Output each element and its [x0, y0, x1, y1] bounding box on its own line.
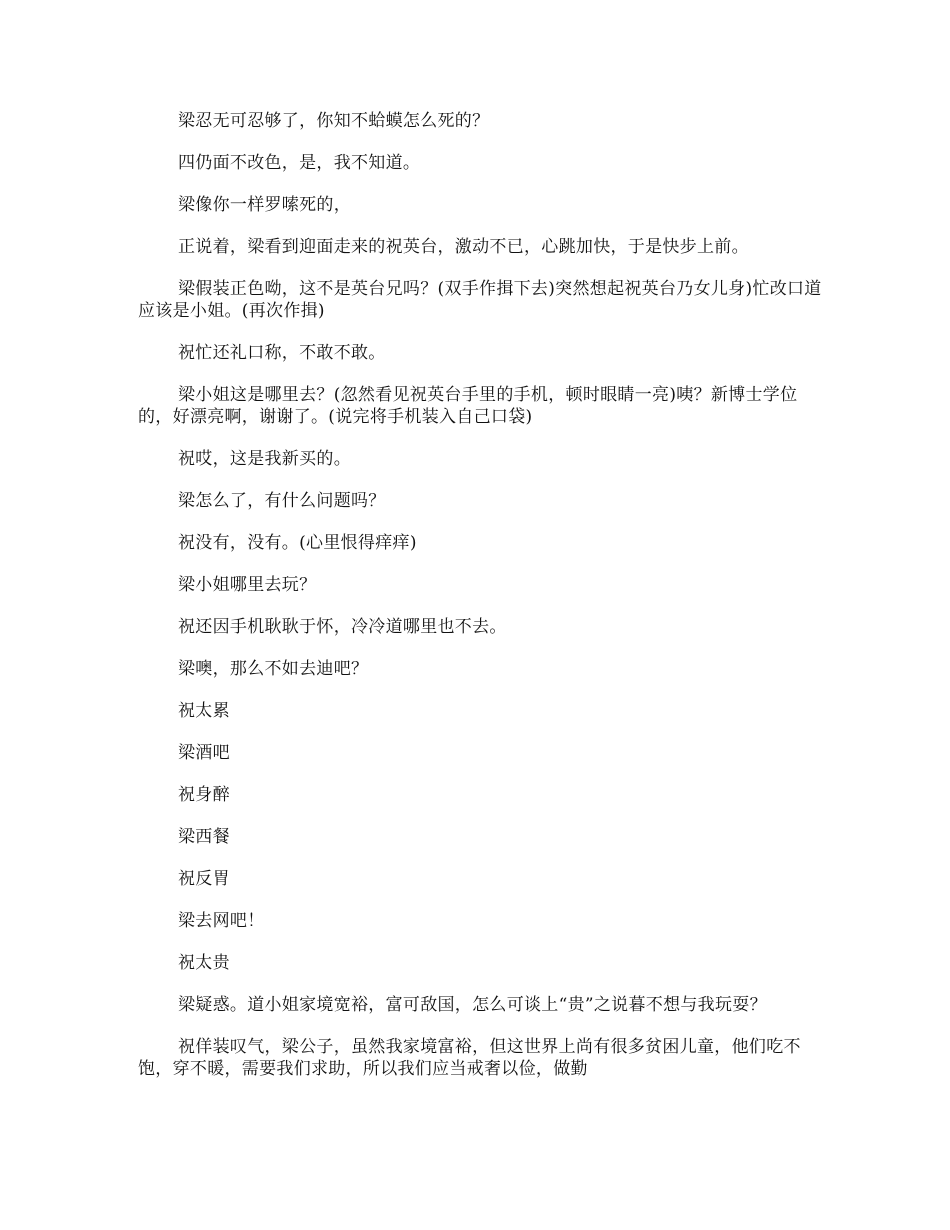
paragraph-15: 梁酒吧: [178, 743, 230, 763]
paragraph-18: 祝反胃: [178, 869, 230, 889]
paragraph-2: 四仍面不改色，是，我不知道。: [178, 153, 421, 173]
paragraph-6: 祝忙还礼口称，不敢不敢。: [178, 343, 386, 363]
paragraph-21: 梁疑惑。道小姐家境宽裕，富可敌国，怎么可谈上“贵”之说暮不想与我玩耍？: [178, 995, 767, 1015]
paragraph-9: 梁怎么了，有什么问题吗？: [178, 491, 386, 511]
paragraph-3: 梁像你一样罗嗦死的，: [178, 195, 351, 215]
paragraph-12: 祝还因手机耿耿于怀，冷冷道哪里也不去。: [178, 617, 507, 637]
paragraph-14: 祝太累: [178, 701, 230, 721]
paragraph-17: 梁西餐: [178, 827, 230, 847]
paragraph-11: 梁小姐哪里去玩？: [178, 575, 317, 595]
document-page: [138, 110, 828, 1080]
paragraph-8: 祝哎，这是我新买的。: [178, 449, 351, 469]
paragraph-4: 正说着，梁看到迎面走来的祝英台，激动不已，心跳加快，于是快步上前。: [178, 237, 749, 257]
paragraph-22: 祝佯装叹气，梁公子，虽然我家境富裕，但这世界上尚有很多贫困儿童，他们吃不饱，穿不暖，需要我们求助，所以我们应当戒奢以俭，做勤: [138, 1037, 801, 1079]
paragraph-7: 梁小姐这是哪里去？(忽然看见祝英台手里的手机，顿时眼睛一亮)咦？新博士学位的，好漂亮啊，谢谢了。(说完将手机装入自己口袋): [138, 385, 798, 427]
paragraph-19: 梁去网吧！: [178, 911, 265, 931]
paragraph-20: 祝太贵: [178, 953, 230, 973]
paragraph-16: 祝身醉: [178, 785, 230, 805]
paragraph-1: 梁忍无可忍够了，你知不蛤蟆怎么死的？: [178, 111, 490, 131]
paragraph-10: 祝没有，没有。(心里恨得痒痒): [178, 533, 417, 553]
paragraph-5: 梁假装正色呦，这不是英台兄吗？(双手作揖下去)突然想起祝英台乃女儿身)忙改口道应该是小姐。(再次作揖): [138, 279, 822, 321]
paragraph-13: 梁噢，那么不如去迪吧？: [178, 659, 369, 679]
